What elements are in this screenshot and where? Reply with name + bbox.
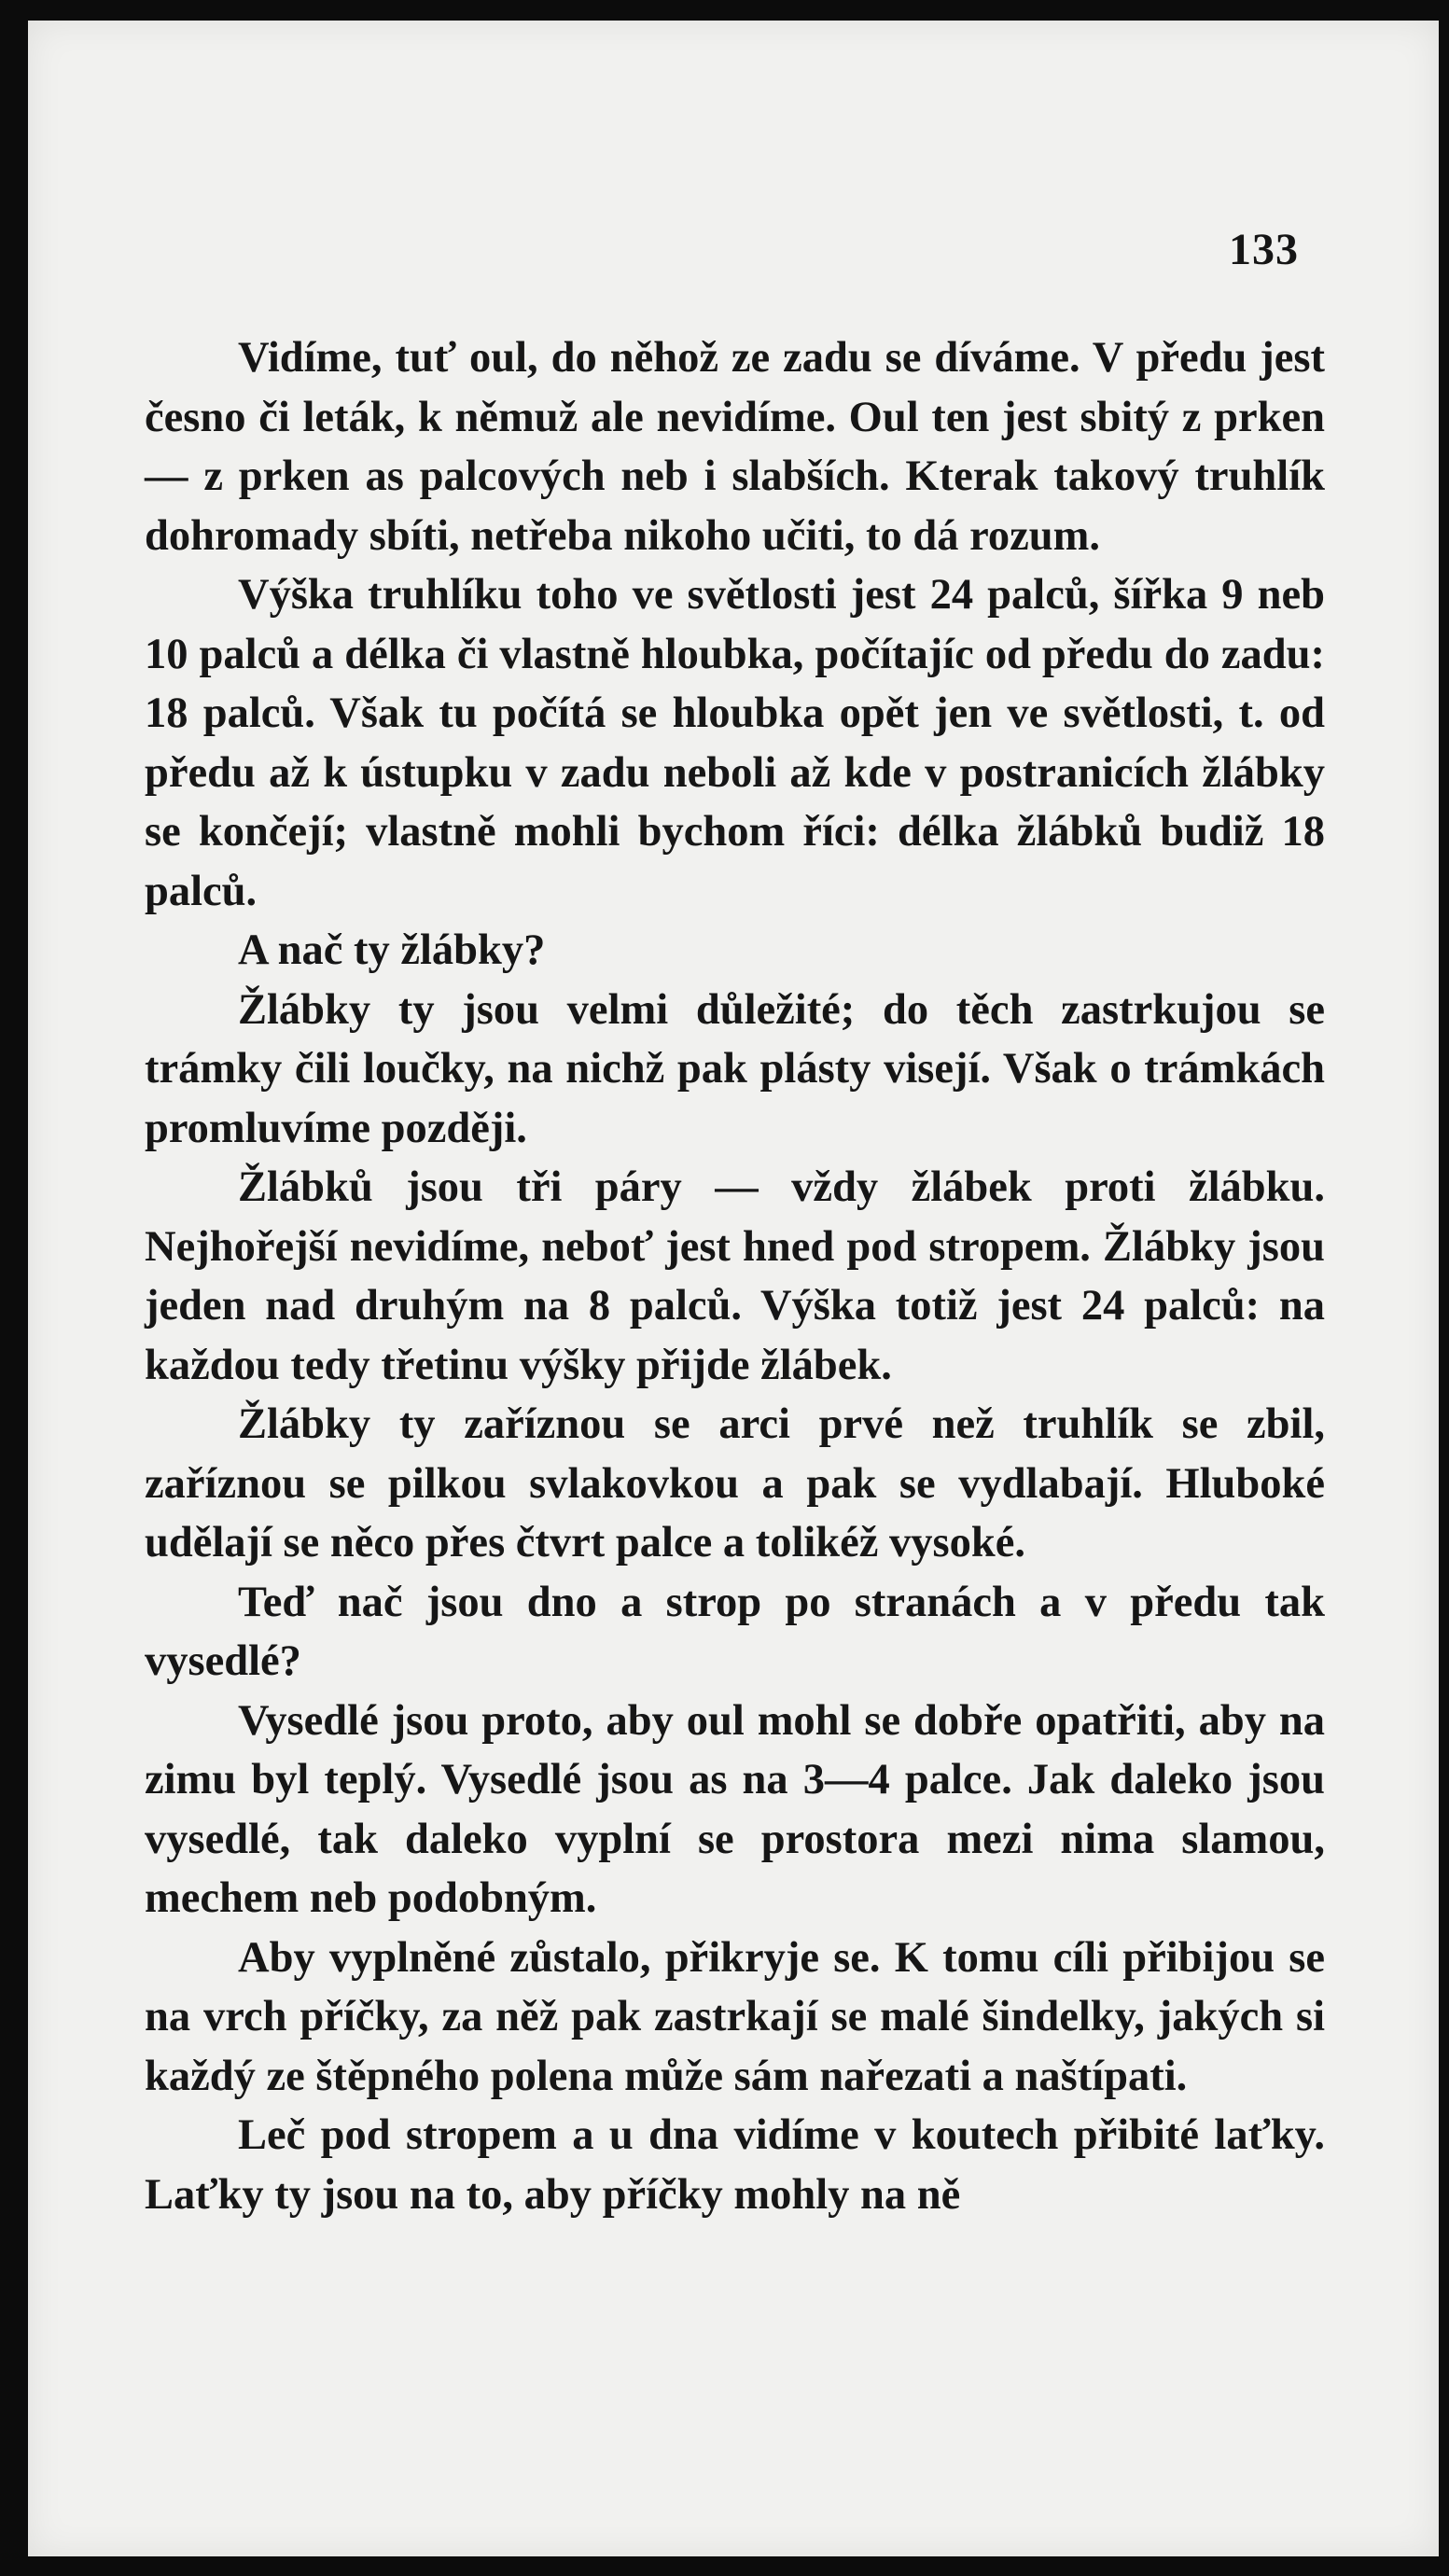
paragraph-3: A nač ty žlábky? xyxy=(238,926,546,974)
paragraph-8: Vysedlé jsou proto, aby oul mohl se dobře opatřiti, aby na zimu byl teplý. Vysedlé jsou as na 3—4 palce. Jak daleko jsou vysedlé, tak daleko vyplní se prostora mezi nima slamou, mechem neb podobným. xyxy=(145,1696,1325,1922)
paragraph-7: Teď nač jsou dno a strop po stranách a v předu tak vysedlé? xyxy=(145,1578,1325,1685)
paragraph-5: Žlábků jsou tři páry — vždy žlábek proti žlábku. Nejhořejší nevidíme, neboť jest hned pod stropem. Žlábky jsou jeden nad druhým na 8 palců. Výška totiž jest 24 palců: na každou tedy třetinu výšky přijde žlábek. xyxy=(145,1163,1325,1389)
page-number: 133 xyxy=(1229,225,1299,274)
book-page xyxy=(28,21,1439,2556)
paragraph-9: Aby vyplněné zůstalo, přikryje se. K tomu cíli přibijou se na vrch příčky, za něž pak zastrkají se malé šindelky, jakých si každý ze štěpného polena může sám nařezati a naštípati. xyxy=(145,1933,1325,2100)
paragraph-10: Leč pod stropem a u dna vidíme v koutech přibité laťky. Laťky ty jsou na to, aby příčky mohly na ně xyxy=(145,2111,1325,2219)
paragraph-4: Žlábky ty jsou velmi důležité; do těch zastrkujou se trámky čili loučky, na nichž pak plásty visejí. Však o trámkách promluvíme později. xyxy=(145,985,1325,1152)
paragraph-6: Žlábky ty zaříznou se arci prvé než truhlík se zbil, zaříznou se pilkou svlakovkou a pak se vydlabají. Hluboké udělají se něco přes čtvrt palce a tolikéž vysoké. xyxy=(145,1400,1325,1566)
paragraph-2: Výška truhlíku toho ve světlosti jest 24 palců, šířka 9 neb 10 palců a délka či vlastně hloubka, počítajíc od předu do zadu: 18 palců. Však tu počítá se hloubka opět jen ve světlosti, t. od předu až k ústupku v zadu neboli až kde v postranicích žlábky se končejí; vlastně mohli bychom říci: délka žlábků budiž 18 palců. xyxy=(145,571,1325,915)
body-text xyxy=(145,328,1325,2224)
paragraph-1: Vidíme, tuť oul, do něhož ze zadu se díváme. V předu jest česno či leták, k němuž ale nevidíme. Oul ten jest sbitý z prken — z prken as palcových neb i slabších. Kterak takový truhlík dohromady sbíti, netřeba nikoho učiti, to dá rozum. xyxy=(145,334,1325,560)
